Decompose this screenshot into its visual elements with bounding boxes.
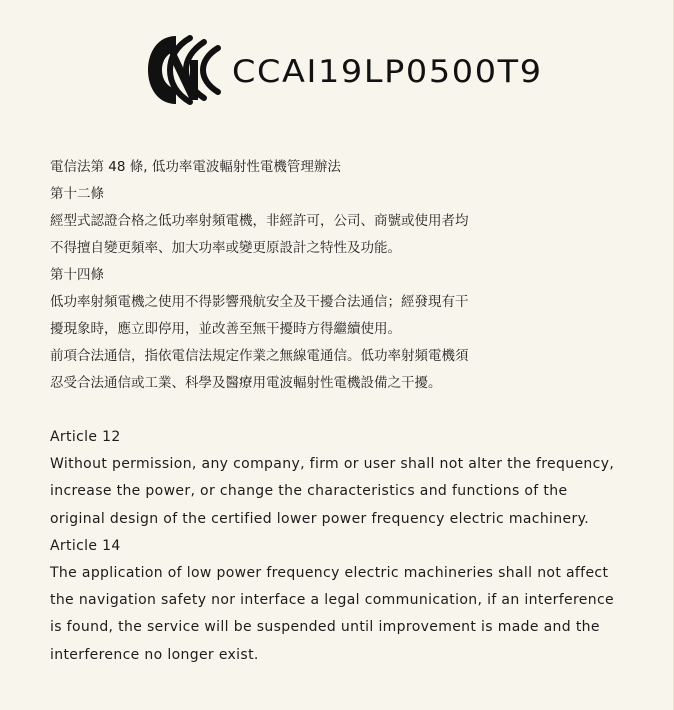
certification-id: CCAI19LP0500T9 [232,54,543,90]
chinese-line: 忍受合法通信或工業、科學及醫療用電波輻射性電機設備之干擾。 [50,375,442,391]
chinese-regulation-text [50,154,650,397]
english-line-article-14-heading: Article 14 [50,537,121,554]
english-line-article-12-heading: Article 12 [50,429,121,445]
chinese-line-article-14-heading: 第十四條 [50,267,104,283]
chinese-line: 低功率射頻電機之使用不得影響飛航安全及干擾合法通信；經發現有干 [50,294,469,310]
certification-header [146,30,543,110]
chinese-line: 前項合法通信，指依電信法規定作業之無線電通信。低功率射頻電機須 [50,348,469,364]
english-regulation-text [50,424,660,669]
english-line: increase the power, or change the characteristics and functions of the [50,483,568,500]
chinese-line: 不得擅自變更頻率、加大功率或變更原設計之特性及功能。 [50,240,401,256]
chinese-line: 擾現象時，應立即停用，並改善至無干擾時方得繼續使用。 [50,321,401,337]
english-line: is found, the service will be suspended until improvement is made and the [50,619,600,636]
english-line: the navigation safety nor interface a legal communication, if an interference [50,592,614,609]
english-line: interference no longer exist. [50,646,259,663]
ncc-logo-icon [146,30,226,110]
english-line: The application of low power frequency electric machineries shall not affect [50,564,609,581]
english-line: original design of the certified lower power frequency electric machinery. [50,510,590,527]
english-line: Without permission, any company, firm or user shall not alter the frequency, [50,456,615,473]
chinese-line: 經型式認證合格之低功率射頻電機，非經許可，公司、商號或使用者均 [50,213,469,229]
chinese-line-title: 電信法第 48 條, 低功率電波輻射性電機管理辦法 [50,159,341,175]
chinese-line-article-12-heading: 第十二條 [50,186,104,202]
